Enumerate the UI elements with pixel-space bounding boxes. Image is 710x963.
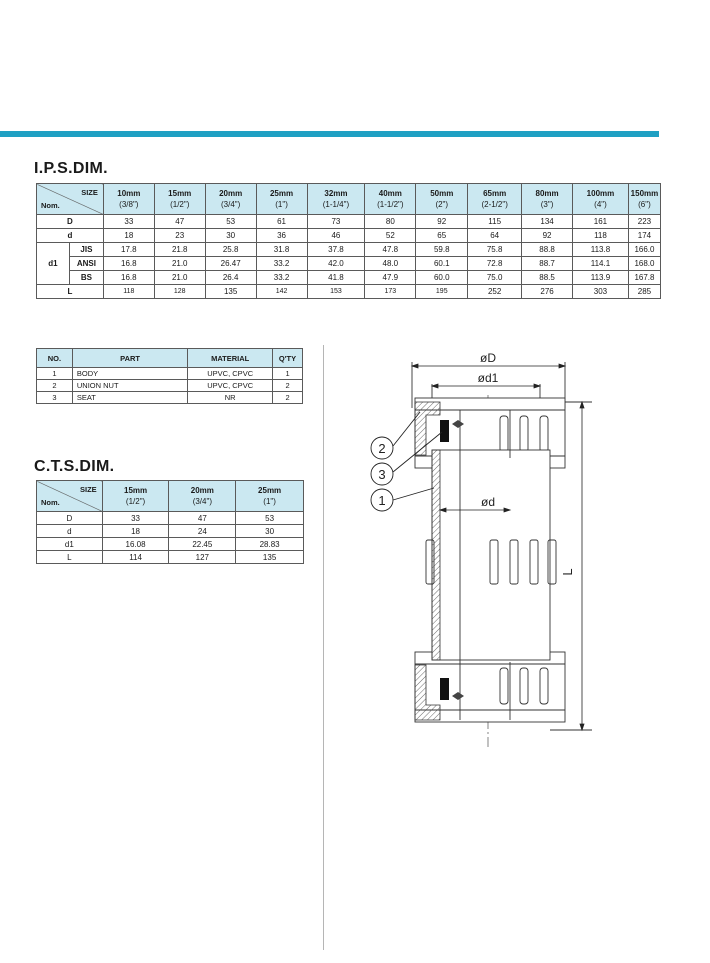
cell: 24 [169,525,236,538]
cell: UNION NUT [72,380,187,392]
cell: 61 [256,215,307,229]
cell: 161 [573,215,629,229]
table-row [37,229,661,243]
callout-2: 2 [378,441,386,456]
size-header: 20mm (3/4") [169,481,236,512]
table-row [37,551,304,564]
cell: 33.2 [256,271,307,285]
cell: 53 [236,512,304,525]
cell: 3 [37,392,73,404]
cell: 59.8 [416,243,468,257]
cell: 30 [205,229,256,243]
cell: 303 [573,285,629,299]
cell: BODY [72,368,187,380]
cell: 48.0 [365,257,416,271]
header-material: MATERIAL [188,349,273,368]
cell: 22.45 [169,538,236,551]
cell: 37.8 [307,243,365,257]
cell: 166.0 [628,243,660,257]
cell: 33.2 [256,257,307,271]
cell: 135 [205,285,256,299]
cell: 276 [522,285,573,299]
cell: 80 [365,215,416,229]
size-header: 25mm (1") [256,184,307,215]
row-label: d1 [37,538,103,551]
cell: 1 [37,368,73,380]
cell: 21.8 [154,243,205,257]
row-label: D [37,215,104,229]
cell: 223 [628,215,660,229]
row-sublabel: ANSI [69,257,103,271]
cell: 33 [103,215,154,229]
cell: 18 [102,525,169,538]
cell: 16.8 [103,257,154,271]
table-row [37,380,303,392]
table-row [37,512,304,525]
cell: 16.8 [103,271,154,285]
cell: 36 [256,229,307,243]
cell: 65 [416,229,468,243]
cell: 26.4 [205,271,256,285]
cell: 17.8 [103,243,154,257]
size-header: 80mm (3") [522,184,573,215]
size-header: 32mm (1-1/4") [307,184,365,215]
cell: 127 [169,551,236,564]
cell: 46 [307,229,365,243]
cell: 53 [205,215,256,229]
ips-dimension-table [36,183,661,299]
row-label: L [37,285,104,299]
row-label: D [37,512,103,525]
cell: 47.9 [365,271,416,285]
cell: 2 [273,380,303,392]
label-length: L [560,568,575,576]
cell: 168.0 [628,257,660,271]
table-row [37,271,661,285]
cell: 114.1 [573,257,629,271]
cell: 21.0 [154,257,205,271]
cell: 174 [628,229,660,243]
cell: 60.1 [416,257,468,271]
table-row [37,368,303,380]
row-label: L [37,551,103,564]
cell: 252 [468,285,522,299]
size-header: 65mm (2-1/2") [468,184,522,215]
cell: 47 [154,215,205,229]
cell: 2 [273,392,303,404]
cell: 31.8 [256,243,307,257]
cell: 16.08 [102,538,169,551]
cell: 42.0 [307,257,365,271]
callout-1: 1 [378,493,386,508]
cell: 1 [273,368,303,380]
cell: 135 [236,551,304,564]
size-header: 10mm (3/8") [103,184,154,215]
size-header: 100mm (4") [573,184,629,215]
row-sublabel: JIS [69,243,103,257]
cell: 92 [416,215,468,229]
cell: 88.5 [522,271,573,285]
cell: 28.83 [236,538,304,551]
cell: UPVC, CPVC [188,380,273,392]
header-part: PART [72,349,187,368]
cell: 153 [307,285,365,299]
label-inner-diameter: ød [480,495,496,509]
cts-title: C.T.S.DIM. [34,458,115,475]
row-label: d1 [37,243,70,285]
union-technical-drawing [360,340,610,760]
cell: NR [188,392,273,404]
cell: SEAT [72,392,187,404]
accent-bar [0,131,659,137]
table-row [37,392,303,404]
size-header: 50mm (2") [416,184,468,215]
cell: 75.8 [468,243,522,257]
cell: 285 [628,285,660,299]
row-sublabel: BS [69,271,103,285]
table-row [37,243,661,257]
cell: 47 [169,512,236,525]
cell: 142 [256,285,307,299]
cell: 113.8 [573,243,629,257]
cell: 114 [102,551,169,564]
cell: 21.0 [154,271,205,285]
cell: 195 [416,285,468,299]
cell: 52 [365,229,416,243]
size-header: 20mm (3/4") [205,184,256,215]
ips-title: I.P.S.DIM. [34,160,108,177]
cell: 2 [37,380,73,392]
size-header: 40mm (1-1/2") [365,184,416,215]
cell: 26.47 [205,257,256,271]
cell: 73 [307,215,365,229]
cell: 134 [522,215,573,229]
cell: 47.8 [365,243,416,257]
cell: 23 [154,229,205,243]
cell: 115 [468,215,522,229]
header-qty: Q'TY [273,349,303,368]
cell: 118 [103,285,154,299]
cell: 88.8 [522,243,573,257]
label-d1: ød1 [477,371,499,385]
table-row [37,285,661,299]
cell: 33 [102,512,169,525]
size-header: 150mm (6") [628,184,660,215]
cell: 88.7 [522,257,573,271]
cell: 113.9 [573,271,629,285]
cell: 25.8 [205,243,256,257]
header-no: NO. [37,349,73,368]
cell: 60.0 [416,271,468,285]
size-header: 15mm (1/2") [102,481,169,512]
row-label: d [37,229,104,243]
column-divider [323,345,324,950]
size-header: 15mm (1/2") [154,184,205,215]
cell: UPVC, CPVC [188,368,273,380]
cell: 118 [573,229,629,243]
size-header: 25mm (1") [236,481,304,512]
cell: 75.0 [468,271,522,285]
parts-table [36,348,303,404]
nom-size-header: SIZE Nom. [37,184,104,215]
cell: 41.8 [307,271,365,285]
table-row [37,215,661,229]
cell: 128 [154,285,205,299]
table-row [37,538,304,551]
nom-size-header: SIZE Nom. [37,481,103,512]
label-outer-diameter: øD [480,351,496,365]
row-label: d [37,525,103,538]
cell: 30 [236,525,304,538]
cell: 92 [522,229,573,243]
cell: 167.8 [628,271,660,285]
cts-dimension-table [36,480,304,564]
cell: 173 [365,285,416,299]
table-row [37,257,661,271]
table-row [37,525,304,538]
cell: 72.8 [468,257,522,271]
callout-3: 3 [378,467,386,482]
cell: 18 [103,229,154,243]
cell: 64 [468,229,522,243]
